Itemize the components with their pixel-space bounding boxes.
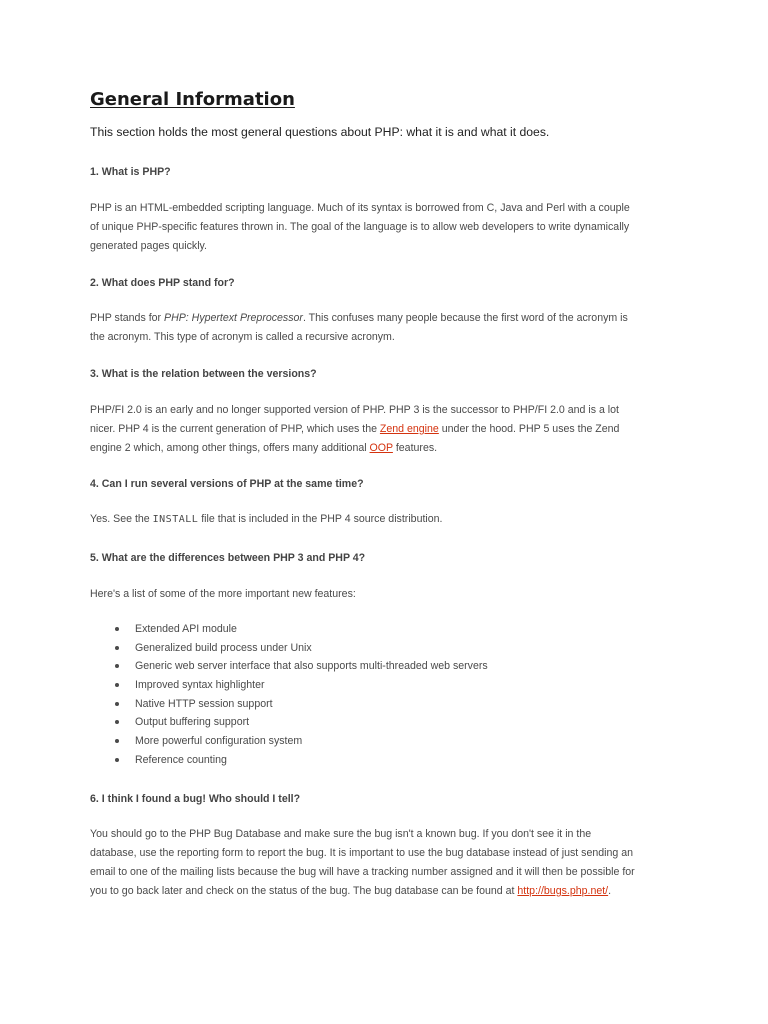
feature-label: Reference counting — [135, 753, 227, 766]
answer-6-line: You should go to the PHP Bug Database and make sure the bug isn't a known bug. If you don't see it in the — [90, 828, 592, 840]
bullet-icon — [115, 646, 119, 650]
intro-text: This section holds the most general questions about PHP: what it is and what it does. — [90, 125, 550, 139]
answer-3-text: engine 2 which, among other things, offers many additional — [90, 442, 370, 454]
list-item — [90, 639, 488, 658]
answer-3-line — [90, 420, 680, 439]
bullet-icon — [115, 627, 119, 631]
list-item — [90, 713, 488, 732]
question-3: 3. What is the relation between the versions? — [90, 368, 317, 380]
feature-label: Native HTTP session support — [135, 697, 273, 710]
feature-label: Generalized build process under Unix — [135, 641, 312, 654]
bullet-icon — [115, 702, 119, 706]
answer-6 — [90, 825, 680, 901]
answer-6-line: database, use the reporting form to report the bug. It is important to use the bug database instead of just sending an — [90, 847, 633, 859]
answer-3-line: PHP/FI 2.0 is an early and no longer supported version of PHP. PHP 3 is the successor to PHP/FI 2.0 and is a lot — [90, 404, 619, 416]
answer-5-line: Here's a list of some of the more important new features: — [90, 588, 356, 600]
question-4: 4. Can I run several versions of PHP at the same time? — [90, 478, 364, 490]
answer-4-text: file that is included in the PHP 4 source distribution. — [198, 513, 443, 525]
answer-3-text: features. — [392, 442, 438, 454]
list-item — [90, 676, 488, 695]
answer-1-line: of unique PHP-specific features thrown in. The goal of the language is to allow web developers to write dynamically — [90, 221, 630, 233]
answer-3-line — [90, 439, 680, 458]
question-6: 6. I think I found a bug! Who should I tell? — [90, 793, 301, 805]
feature-label: Generic web server interface that also supports multi-threaded web servers — [135, 660, 488, 673]
answer-2-text: PHP stands for — [90, 312, 164, 324]
answer-6-line — [90, 882, 680, 901]
answer-2-text: . This confuses many people because the first word of the acronym is — [302, 312, 628, 324]
answer-1-line: PHP is an HTML-embedded scripting language. Much of its syntax is borrowed from C, Java and Perl with a couple — [90, 202, 630, 214]
question-5: 5. What are the differences between PHP 3 and PHP 4? — [90, 552, 366, 564]
bullet-icon — [115, 683, 119, 687]
answer-2 — [90, 309, 680, 347]
question-1: 1. What is PHP? — [90, 166, 171, 178]
list-item — [90, 620, 488, 639]
oop-link[interactable]: OOP — [369, 442, 393, 454]
feature-label: Extended API module — [135, 623, 237, 635]
answer-6-text: . — [608, 885, 612, 897]
answer-2-line: the acronym. This type of acronym is called a recursive acronym. — [90, 331, 395, 343]
answer-3 — [90, 401, 680, 458]
list-item — [90, 751, 488, 770]
list-item — [90, 695, 488, 714]
answer-6-line: email to one of the mailing lists because the bug will have a tracking number assigned and it will then be possible for — [90, 866, 635, 878]
bullet-icon — [115, 758, 119, 762]
feature-label: Output buffering support — [135, 716, 250, 729]
list-item — [90, 657, 488, 676]
answer-6-text: you to go back later and check on the status of the bug. The bug database can be found at — [90, 885, 518, 897]
feature-label: More powerful configuration system — [135, 735, 303, 748]
question-2: 2. What does PHP stand for? — [90, 277, 235, 289]
list-item — [90, 732, 488, 751]
features-list — [90, 620, 488, 770]
bullet-icon — [115, 720, 119, 724]
bullet-icon — [115, 739, 119, 743]
page-title: General Information — [90, 89, 295, 110]
answer-1 — [90, 199, 680, 256]
answer-3-text: under the hood. PHP 5 uses the Zend — [438, 423, 620, 435]
answer-2-emphasis: PHP: Hypertext Preprocessor — [164, 312, 303, 324]
feature-label: Improved syntax highlighter — [135, 679, 265, 692]
answer-4 — [90, 510, 680, 529]
answer-4-line — [90, 510, 680, 529]
bug-database-link[interactable]: http://bugs.php.net/ — [517, 885, 609, 897]
zend-engine-link[interactable]: Zend engine — [379, 423, 439, 435]
answer-4-text: Yes. See the — [90, 513, 153, 525]
answer-5-lead — [90, 585, 680, 604]
answer-2-line — [90, 309, 680, 328]
bullet-icon — [115, 664, 119, 668]
answer-3-text: nicer. PHP 4 is the current generation of PHP, which uses the — [90, 423, 380, 435]
answer-1-line: generated pages quickly. — [90, 240, 208, 252]
install-file-code: INSTALL — [152, 514, 199, 525]
